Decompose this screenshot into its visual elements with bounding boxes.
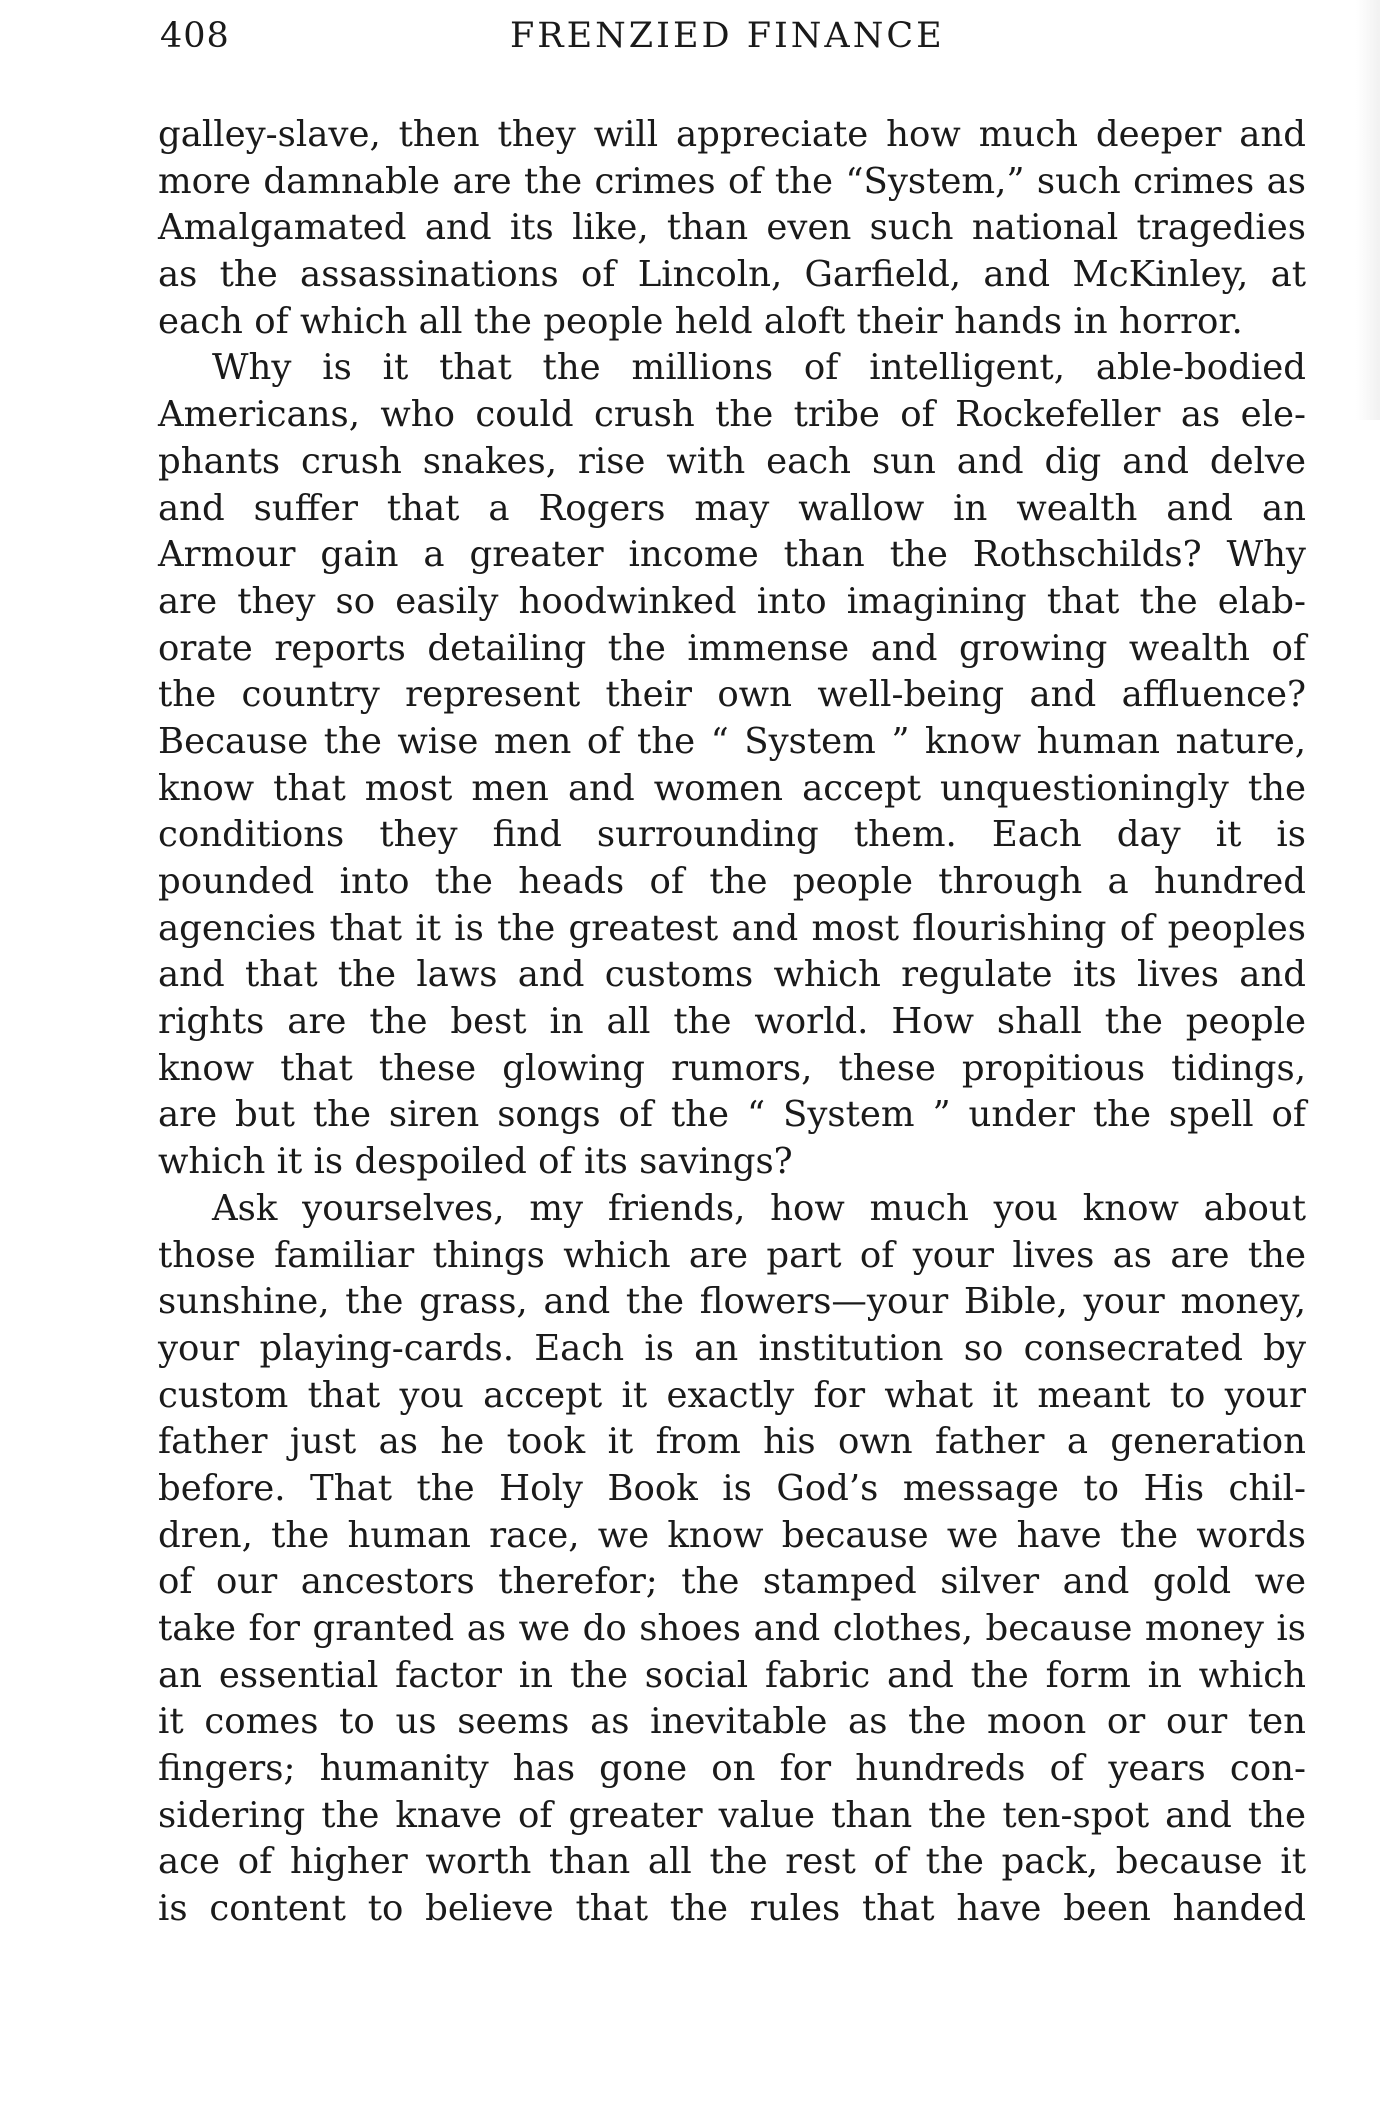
text-line: and that the laws and customs which regulate its lives and xyxy=(158,954,1306,996)
text-line: conditions they find surrounding them. Each day it is xyxy=(158,814,1306,856)
text-line: it comes to us seems as inevitable as the moon or our ten xyxy=(158,1701,1306,1743)
running-title: FRENZIED FINANCE xyxy=(510,16,945,56)
text-line: are but the siren songs of the “ System ” under the spell of xyxy=(158,1094,1306,1136)
text-line: more damnable are the crimes of the “System,” such crimes as xyxy=(158,160,1306,202)
text-line: take for granted as we do shoes and clothes, because money is xyxy=(158,1608,1306,1649)
text-line: before. That the Holy Book is God’s message to His chil- xyxy=(158,1467,1306,1509)
text-line: as the assassinations of Lincoln, Garfield, and McKinley, at xyxy=(158,254,1306,296)
text-line: custom that you accept it exactly for what it meant to your xyxy=(158,1374,1306,1416)
text-line: fingers; humanity has gone on for hundreds of years con- xyxy=(158,1748,1306,1790)
text-line: know that these glowing rumors, these propitious tidings, xyxy=(158,1047,1306,1089)
running-head xyxy=(160,16,1300,66)
text-line: is content to believe that the rules that have been handed xyxy=(158,1888,1306,1930)
text-line: those familiar things which are part of your lives as are the xyxy=(158,1234,1306,1276)
paragraph-start-line: Ask yourselves, my friends, how much you know about xyxy=(212,1187,1306,1229)
text-line: an essential factor in the social fabric and the form in which xyxy=(158,1654,1306,1696)
text-line: of our ancestors therefor; the stamped silver and gold we xyxy=(158,1561,1306,1603)
page-number: 408 xyxy=(160,16,230,56)
text-line: galley-slave, then they will appreciate how much deeper and xyxy=(158,114,1306,155)
text-line: pounded into the heads of the people through a hundred xyxy=(158,861,1306,902)
text-line: your playing-cards. Each is an institution so consecrated by xyxy=(158,1327,1306,1369)
text-line: Americans, who could crush the tribe of Rockefeller as ele- xyxy=(158,394,1306,436)
text-line: orate reports detailing the immense and growing wealth of xyxy=(158,627,1306,669)
text-line: phants crush snakes, rise with each sun and dig and delve xyxy=(158,440,1306,482)
text-line: Because the wise men of the “ System ” know human nature, xyxy=(158,720,1306,762)
text-line: dren, the human race, we know because we have the words xyxy=(158,1514,1306,1556)
text-line: Amalgamated and its like, than even such national tragedies xyxy=(158,207,1306,249)
text-line: ace of higher worth than all the rest of the pack, because it xyxy=(158,1841,1306,1883)
text-line: know that most men and women accept unquestioningly the xyxy=(158,767,1306,809)
scan-edge-shadow xyxy=(1356,0,1380,420)
body-text xyxy=(158,112,1306,1933)
paragraph-start-line: Why is it that the millions of intelligent, able-bodied xyxy=(212,347,1306,389)
text-line: Armour gain a greater income than the Rothschilds? Why xyxy=(158,534,1306,576)
text-line: the country represent their own well-being and affluence? xyxy=(158,674,1306,716)
text-line: and suffer that a Rogers may wallow in wealth and an xyxy=(158,487,1306,529)
text-line: which it is despoiled of its savings? xyxy=(158,1141,793,1183)
text-line: each of which all the people held aloft their hands in horror. xyxy=(158,300,1243,342)
text-line: sunshine, the grass, and the flowers—your Bible, your money, xyxy=(158,1281,1306,1323)
text-line: are they so easily hoodwinked into imagining that the elab- xyxy=(158,580,1306,622)
text-line: father just as he took it from his own father a generation xyxy=(158,1421,1306,1463)
text-line: agencies that it is the greatest and most flourishing of peoples xyxy=(158,907,1306,949)
text-line: sidering the knave of greater value than the ten-spot and the xyxy=(158,1794,1306,1836)
text-line: rights are the best in all the world. How shall the people xyxy=(158,1001,1306,1043)
